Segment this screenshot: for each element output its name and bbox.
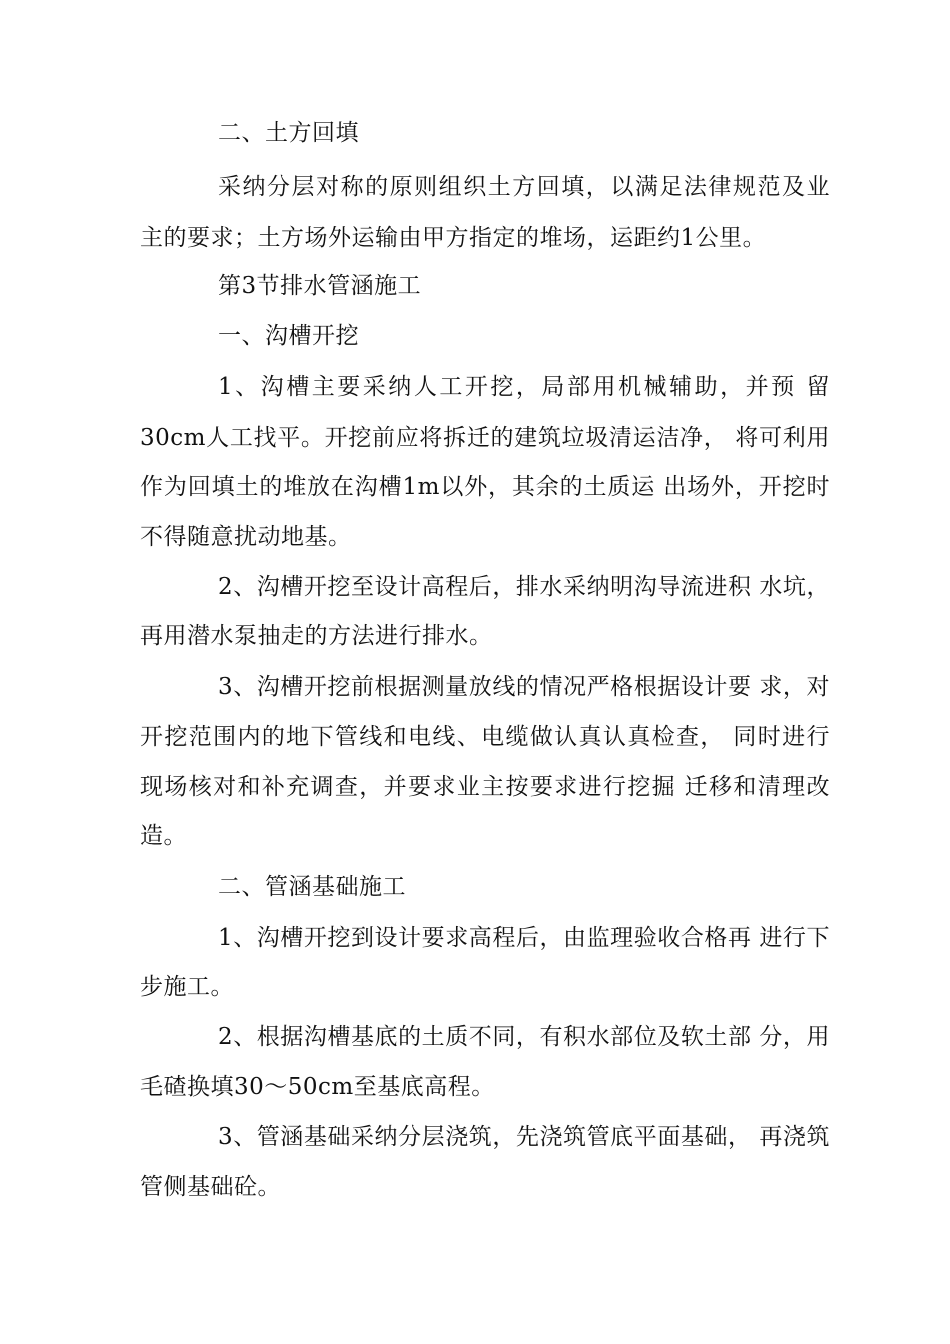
paragraph-line: 再用潜水泵抽走的方法进行排水。 bbox=[140, 623, 493, 649]
paragraph-line: 30cm人工找平。开挖前应将拆迁的建筑垃圾清运洁净， 将可利用 bbox=[140, 425, 830, 451]
paragraph-line: 主的要求；土方场外运输由甲方指定的堆场，运距约1公里。 bbox=[140, 225, 767, 251]
paragraph-line: 毛碴换填30〜50cm至基底高程。 bbox=[140, 1074, 495, 1100]
section-title: 第3节排水管涵施工 bbox=[218, 273, 422, 299]
paragraph-line: 采纳分层对称的原则组织土方回填，以满足法律规范及业 bbox=[218, 174, 830, 200]
paragraph-line: 管侧基础砼。 bbox=[140, 1174, 281, 1200]
paragraph-line: 2、沟槽开挖至设计高程后，排水采纳明沟导流进积 水坑， bbox=[218, 574, 830, 600]
heading-backfill: 二、土方回填 bbox=[218, 120, 359, 146]
paragraph-line: 1、沟槽开挖到设计要求高程后，由监理验收合格再 进行下 bbox=[218, 925, 830, 951]
paragraph-line: 3、沟槽开挖前根据测量放线的情况严格根据设计要 求，对 bbox=[218, 674, 830, 700]
paragraph-line: 开挖范围内的地下管线和电线、电缆做认真认真检查， 同时进行 bbox=[140, 724, 830, 750]
paragraph-line: 2、根据沟槽基底的土质不同，有积水部位及软土部 分，用 bbox=[218, 1024, 830, 1050]
paragraph-line: 1、沟槽主要采纳人工开挖，局部用机械辅助，并预 留 bbox=[218, 374, 830, 400]
paragraph-line: 不得随意扰动地基。 bbox=[140, 524, 352, 550]
paragraph-line: 3、管涵基础采纳分层浇筑，先浇筑管底平面基础， 再浇筑 bbox=[218, 1124, 830, 1150]
heading-culvert-foundation: 二、管涵基础施工 bbox=[218, 874, 406, 900]
heading-trench-excavation: 一、沟槽开挖 bbox=[218, 323, 359, 349]
paragraph-line: 现场核对和补充调查，并要求业主按要求进行挖掘 迁移和清理改 bbox=[140, 774, 830, 800]
paragraph-line: 作为回填土的堆放在沟槽1m以外，其余的土质运 出场外，开挖时 bbox=[140, 474, 830, 500]
paragraph-line: 步施工。 bbox=[140, 974, 234, 1000]
paragraph-line: 造。 bbox=[140, 823, 187, 849]
